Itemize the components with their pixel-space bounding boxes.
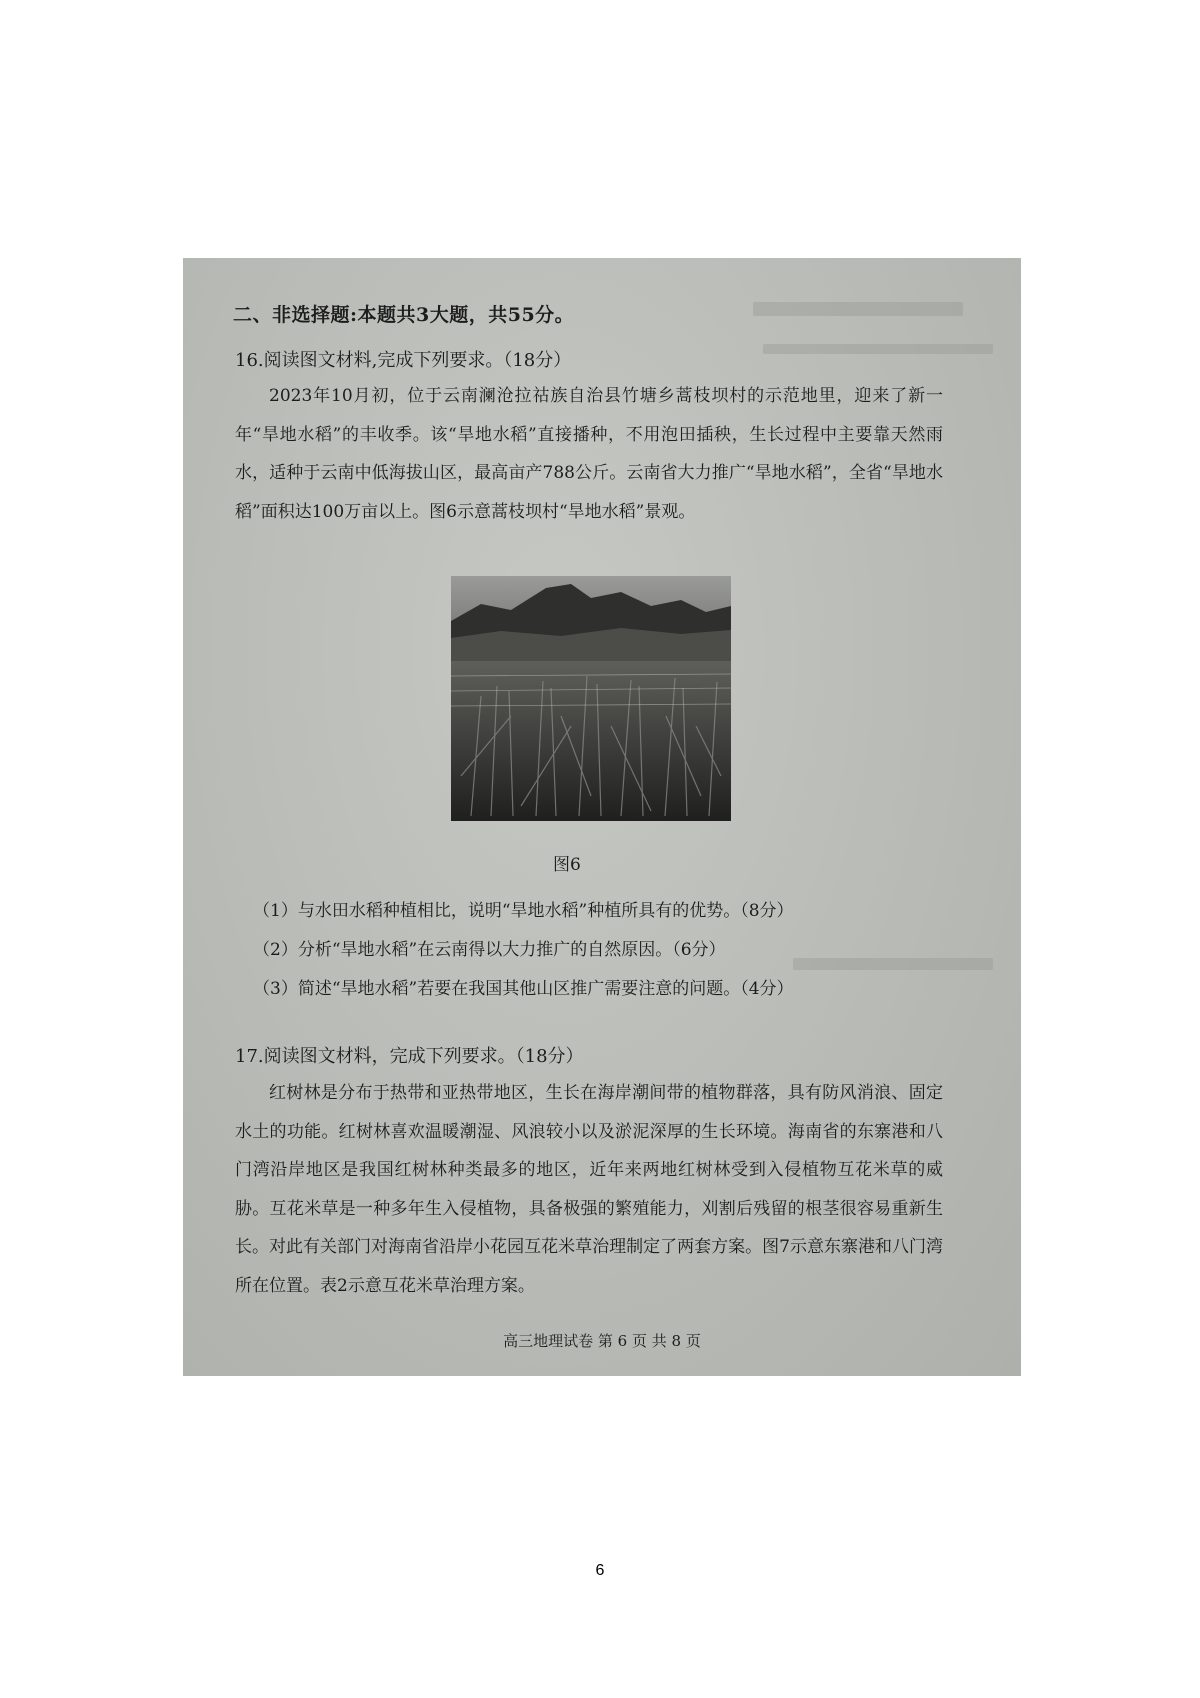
scanned-exam-page [183,258,1021,1376]
bleed-through-mark [763,344,993,354]
bleed-through-mark [753,302,963,316]
figure-6-caption: 图6 [553,855,581,875]
section-heading: 二、非选择题:本题共3大题，共55分。 [233,304,575,326]
question-16-sub-1: （1）与水田水稻种植相比，说明“旱地水稻”种植所具有的优势。（8分） [253,901,794,921]
dryland-rice-photo [451,576,731,821]
page-number: 6 [595,1562,605,1579]
bleed-through-mark [793,958,993,970]
question-16-title: 16.阅读图文材料,完成下列要求。（18分） [235,350,572,371]
question-17-title: 17.阅读图文材料，完成下列要求。（18分） [235,1046,584,1067]
question-16-sub-2: （2）分析“旱地水稻”在云南得以大力推广的自然原因。（6分） [253,940,726,960]
question-16-paragraph: 2023年10月初，位于云南澜沧拉祜族自治县竹塘乡蒿枝坝村的示范地里，迎来了新一年“旱地水稻”的丰收季。该“旱地水稻”直接播种，不用泡田插秧，生长过程中主要靠天然雨水，适种于云南中低海拔山区，最高亩产788公斤。云南省大力推广“旱地水稻”，全省“旱地水稻”面积达100万亩以上。图6示意蒿枝坝村“旱地水稻”景观。 [235,386,943,522]
question-16-sub-3: （3）简述“旱地水稻”若要在我国其他山区推广需要注意的问题。（4分） [253,979,794,999]
exam-footer: 高三地理试卷 第 6 页 共 8 页 [503,1332,701,1350]
question-17-paragraph: 红树林是分布于热带和亚热带地区，生长在海岸潮间带的植物群落，具有防风消浪、固定水土的功能。红树林喜欢温暖潮湿、风浪较小以及淤泥深厚的生长环境。海南省的东寨港和八门湾沿岸地区是我国红树林种类最多的地区，近年来两地红树林受到入侵植物互花米草的威胁。互花米草是一种多年生入侵植物，具备极强的繁殖能力，刈割后残留的根茎很容易重新生长。对此有关部门对海南省沿岸小花园互花米草治理制定了两套方案。图7示意东寨港和八门湾所在位置。表2示意互花米草治理方案。 [235,1083,943,1296]
